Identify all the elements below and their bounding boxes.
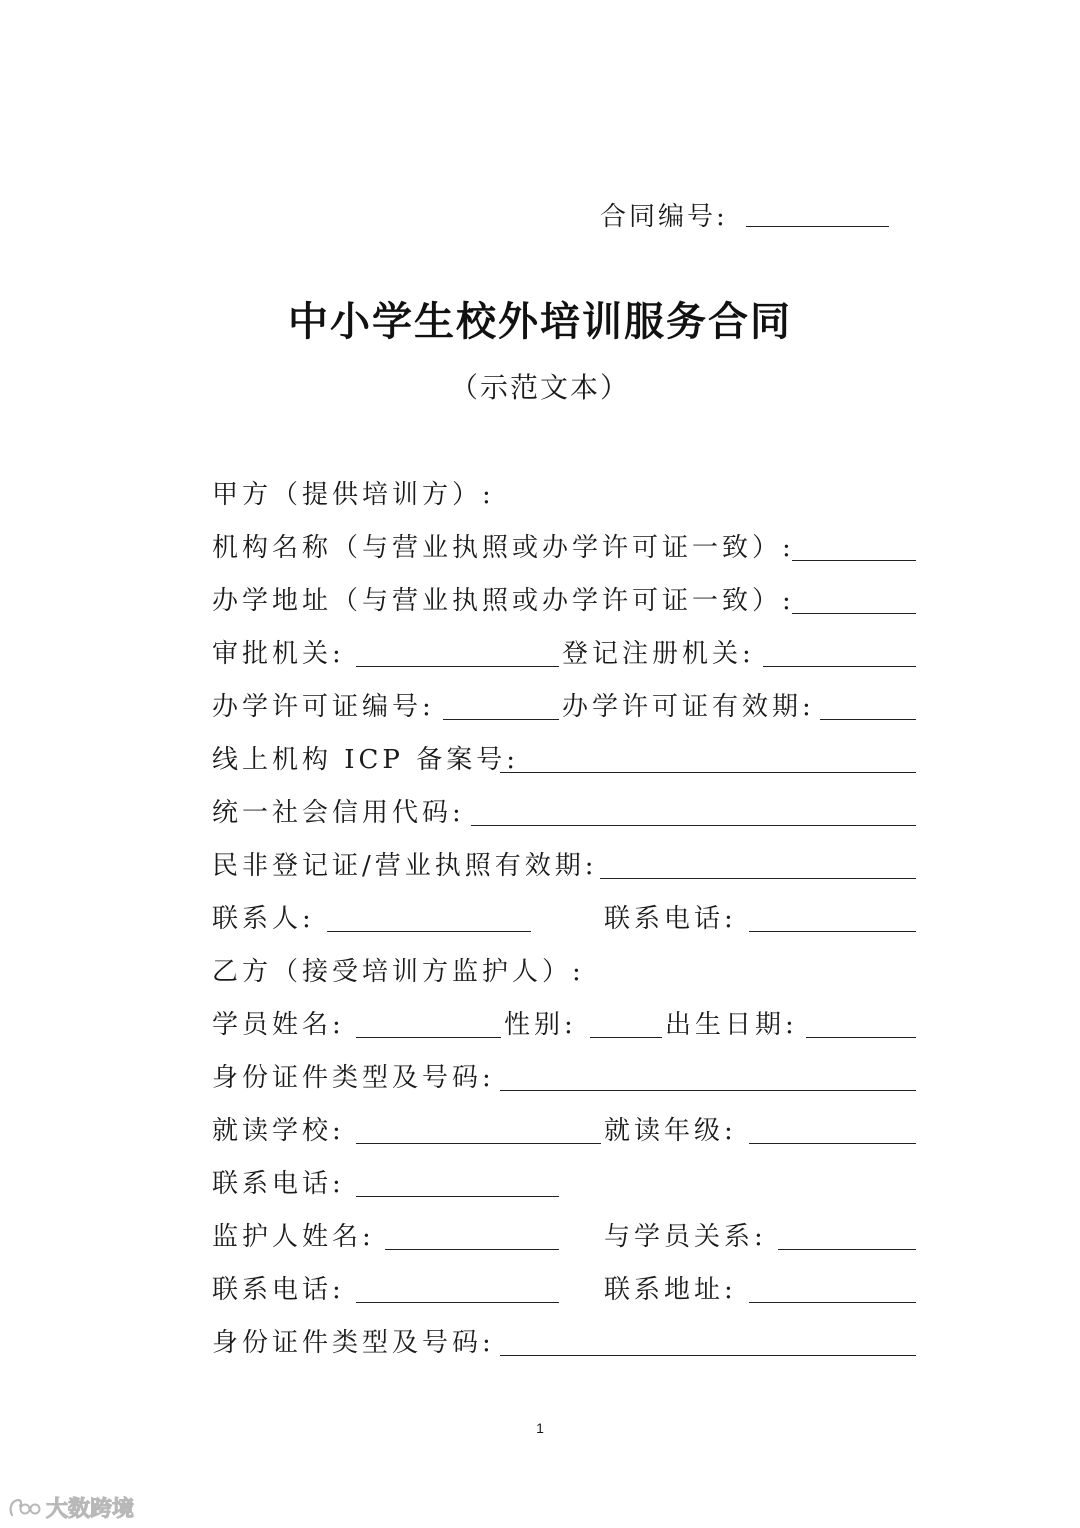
grade-label: 就读年级: [604,1116,737,1146]
registration-authority-field[interactable] [763,666,916,667]
relation-field[interactable] [778,1249,916,1250]
party-a-heading: 甲方（提供培训方）: [212,480,495,510]
student-name-label: 学员姓名: [212,1010,345,1040]
relation-label: 与学员关系: [604,1222,767,1252]
gender-label: 性别: [504,1010,577,1040]
guardian-phone-label: 联系电话: [212,1275,345,1305]
birth-date-field[interactable] [806,1037,916,1038]
guardian-address-label: 联系地址: [604,1275,737,1305]
license-no-field[interactable] [443,719,559,720]
guardian-phone-field[interactable] [356,1302,559,1303]
contract-number-label: 合同编号: [600,202,728,232]
phone-label: 联系电话: [212,1169,345,1199]
icp-label: 线上机构 ICP 备案号: [212,745,519,775]
document-title: 中小学生校外培训服务合同 [288,299,792,345]
school-field[interactable] [356,1143,601,1144]
contact-person-field[interactable] [327,931,531,932]
gender-field[interactable] [590,1037,662,1038]
id-type-no-label: 身份证件类型及号码: [212,1063,495,1093]
guardian-id-field[interactable] [500,1355,916,1356]
credit-code-label: 统一社会信用代码: [212,798,465,828]
registration-authority-label: 登记注册机关: [562,639,755,669]
watermark [8,1492,134,1523]
id-type-no-field[interactable] [500,1090,916,1091]
approval-authority-field[interactable] [356,666,559,667]
approval-authority-label: 审批机关: [212,639,345,669]
phone-field[interactable] [356,1196,559,1197]
address-label: 办学地址（与营业执照或办学许可证一致）: [212,586,795,616]
org-name-field[interactable] [792,560,916,561]
guardian-id-label: 身份证件类型及号码: [212,1328,495,1358]
student-name-field[interactable] [356,1037,501,1038]
guardian-name-label: 监护人姓名: [212,1222,375,1252]
guardian-name-field[interactable] [385,1249,559,1250]
contract-number-field[interactable] [746,226,889,227]
school-label: 就读学校: [212,1116,345,1146]
cert-validity-label: 民非登记证/营业执照有效期: [212,851,598,881]
license-no-label: 办学许可证编号: [212,692,435,722]
grade-field[interactable] [749,1143,916,1144]
page-number: 1 [536,1420,544,1436]
credit-code-field[interactable] [471,825,916,826]
license-validity-field[interactable] [820,719,916,720]
cert-validity-field[interactable] [600,878,916,879]
contact-phone-field[interactable] [749,931,916,932]
address-field[interactable] [792,613,916,614]
watermark-text: 大数跨境 [46,1497,135,1522]
org-name-label: 机构名称（与营业执照或办学许可证一致）: [212,533,795,563]
watermark-logo-icon [8,1497,42,1519]
license-validity-label: 办学许可证有效期: [562,692,815,722]
document-subtitle: （示范文本） [449,371,630,404]
party-b-heading: 乙方（接受培训方监护人）: [212,957,585,987]
birth-date-label: 出生日期: [665,1010,798,1040]
icp-field[interactable] [500,772,916,773]
contact-person-label: 联系人: [212,904,315,934]
guardian-address-field[interactable] [749,1302,916,1303]
contact-phone-label: 联系电话: [604,904,737,934]
